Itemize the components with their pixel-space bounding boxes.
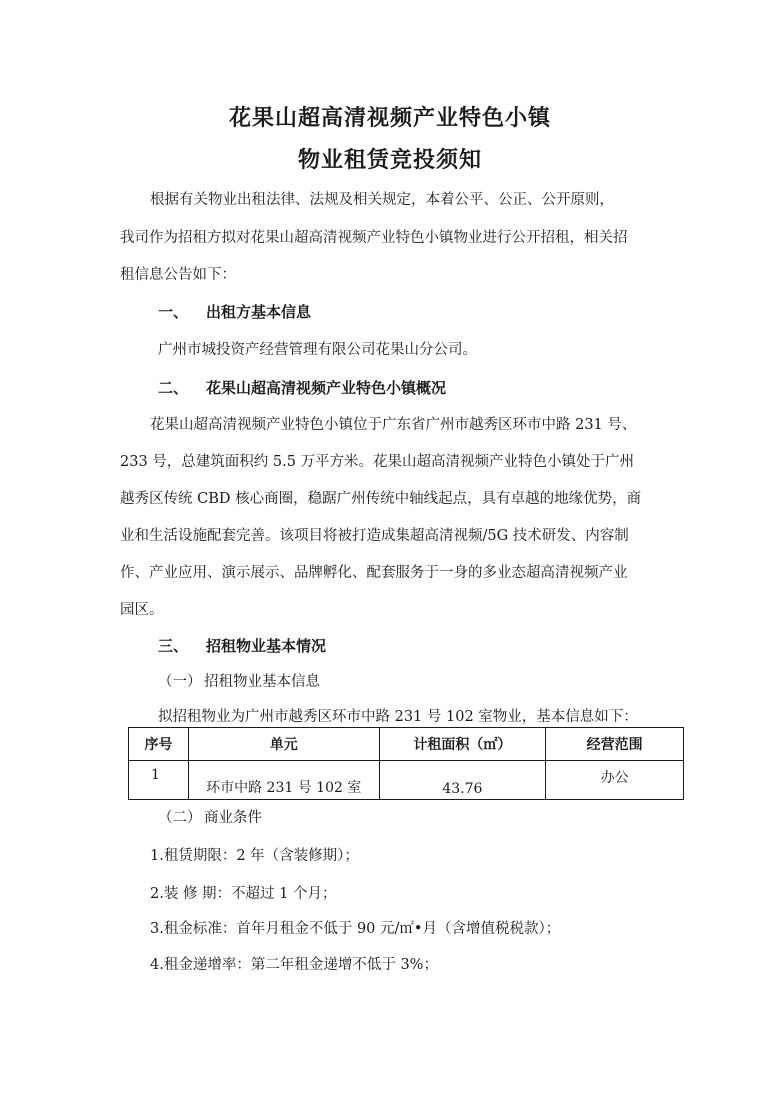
table-cell: 环市中路 231 号 102 室 (188, 761, 379, 800)
section-heading-1 (158, 302, 311, 322)
condition-item: 3.租金标准：首年月租金不低于 90 元/㎡•月（含增值税税款）； (150, 921, 561, 937)
intro-line: 根据有关物业出租法律、法规及相关规定，本着公平、公正、公开原则， (150, 192, 614, 208)
table-header: 计租面积（㎡） (379, 728, 546, 761)
section-title: 招租物业基本情况 (206, 637, 327, 655)
table-cell: 办公 (546, 761, 684, 800)
section2-line: 业和生活设施配套完善。该项目将被打造成集超高清视频/5G 技术研发、内容制 (120, 528, 629, 544)
table-cell: 43.76 (379, 761, 546, 800)
section-title: 出租方基本信息 (206, 303, 312, 321)
section1-text: 广州市城投资产经营管理有限公司花果山分公司。 (158, 342, 477, 358)
section-number: 一、 (158, 303, 189, 321)
section2-line: 233 号，总建筑面积约 5.5 万平方米。花果山超高清视频产业特色小镇处于广州 (120, 454, 635, 470)
table-header: 序号 (129, 728, 189, 761)
condition-item: 1.租赁期限：2 年（含装修期）； (150, 848, 359, 864)
section-number: 二、 (158, 379, 189, 397)
section-number: 三、 (158, 637, 189, 655)
table-cell: 1 (129, 761, 189, 800)
subsection-title: 商业条件 (204, 810, 262, 826)
intro-line: 租信息公告如下： (120, 267, 236, 283)
condition-item: 2.装 修 期：不超过 1 个月； (150, 886, 337, 902)
doc-title-line1: 花果山超高清视频产业特色小镇 (228, 106, 551, 131)
subsection-number: （二） (158, 810, 202, 826)
sub1-text: 拟招租物业为广州市越秀区环市中路 231 号 102 室物业，基本信息如下： (158, 709, 638, 725)
subsection-heading-2 (158, 808, 262, 828)
section2-line: 花果山超高清视频产业特色小镇位于广东省广州市越秀区环市中路 231 号、 (150, 417, 637, 433)
section2-line: 作、产业应用、演示展示、品牌孵化、配套服务于一身的多业态超高清视频产业 (120, 565, 628, 581)
condition-item: 4.租金递增率：第二年租金递增不低于 3%； (150, 957, 438, 973)
table-header-row (129, 728, 684, 761)
section2-line: 园区。 (120, 602, 164, 618)
subsection-heading-1 (158, 672, 320, 692)
section-heading-2 (158, 378, 446, 398)
section-title: 花果山超高清视频产业特色小镇概况 (206, 379, 447, 397)
intro-line: 我司作为招租方拟对花果山超高清视频产业特色小镇物业进行公开招租，相关招 (120, 230, 628, 246)
subsection-title: 招租物业基本信息 (204, 674, 320, 690)
table-header: 经营范围 (546, 728, 684, 761)
subsection-number: （一） (158, 674, 202, 690)
section2-line: 越秀区传统 CBD 核心商圈，稳踞广州传统中轴线起点，具有卓越的地缘优势，商 (120, 491, 642, 507)
table-header: 单元 (188, 728, 379, 761)
property-table (128, 727, 684, 800)
table-row (129, 761, 684, 800)
section-heading-3 (158, 636, 326, 656)
doc-title-line2: 物业租赁竞投须知 (297, 148, 482, 173)
